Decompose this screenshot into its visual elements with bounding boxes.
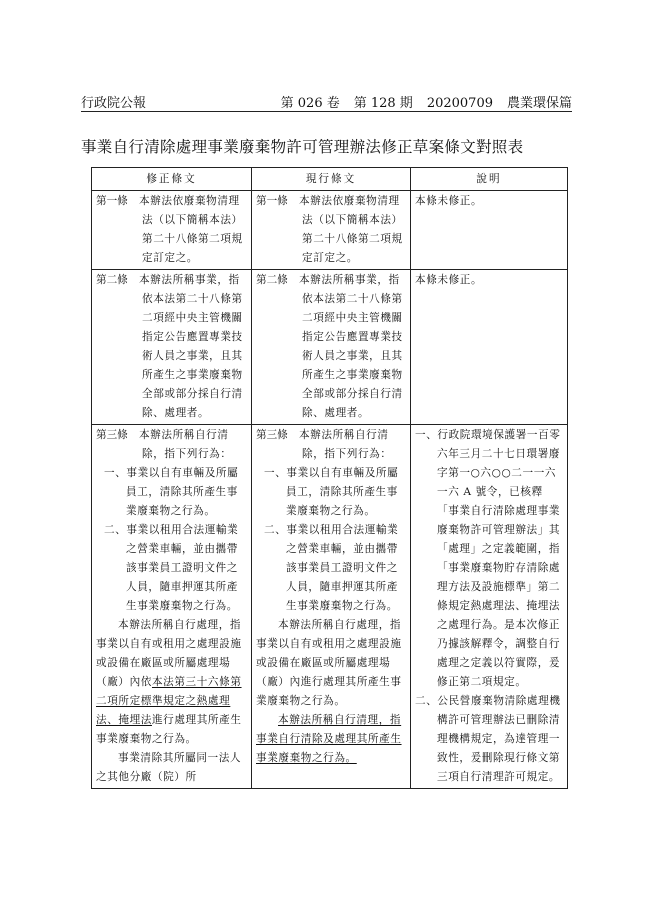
article-number: 第三條 <box>96 429 128 441</box>
amended-cell <box>92 191 252 270</box>
notes-cell <box>411 425 568 789</box>
issue-date: 20200709 <box>426 96 493 111</box>
article-text <box>256 192 407 268</box>
note-item: 一、行政院環境保護署一百零六年三月二十七日環署廢字第一○六○○二一一六一六 A 號令，已核釋「事業自行清除處理事業廢棄物許可管理辦法」其「處理」之定義範圍，指「事業廢棄物貯存清除處理方法及設施標準」第二條規定熱處理法、掩埋法之處理行為。是本次修正乃據該解釋令，調整自行處理之定義以符實際，爰修正第二項規定。 <box>415 429 561 688</box>
table-header-row <box>92 168 568 191</box>
paragraph-text: 進行處理其所產生事業廢棄物之行為。 <box>96 714 242 745</box>
note-text: 本條未修正。 <box>415 274 483 286</box>
list-item: 一、事業以自有車輛及所屬員工，清除其所產生事業廢棄物之行為。 <box>264 467 399 517</box>
article-body: 本辦法依廢棄物清理法（以下簡稱本法）第二十八條第二項規定訂定之。 <box>138 195 243 264</box>
current-cell <box>252 425 411 789</box>
table-row <box>92 270 568 425</box>
comparison-table <box>91 167 568 789</box>
document-title: 事業自行清除處理事業廢棄物許可管理辦法修正草案條文對照表 <box>81 138 524 156</box>
list-item: 二、事業以租用合法運輸業之營業車輛，並由攜帶該事業員工證明文件之人員，隨車押運其所產生事業廢棄物之行為。 <box>104 524 239 612</box>
article-body: 本辦法所稱事業，指依本法第二十八條第二項經中央主管機關指定公告應置專業技術人員之事業，且其所產生之事業廢棄物全部或部分採自行清除、處理者。 <box>298 274 403 419</box>
header-divider <box>81 111 572 112</box>
column-header-notes: 說明 <box>411 168 568 191</box>
column-header-current: 現行條文 <box>252 168 411 191</box>
paragraph <box>256 711 407 768</box>
paragraph <box>96 616 248 749</box>
note-item: 二、公民營廢棄物清除處理機構許可管理辦法已刪除清理機構規定，為達管理一致性，爰刪除現行條文第三項自行清理許可規定。 <box>415 695 561 783</box>
current-cell <box>252 191 411 270</box>
paragraph: 本辦法所稱自行處理，指事業以自有或租用之處理設施或設備在廠區或所屬處理場（廠）內進行處理其所產生事業廢棄物之行為。 <box>256 619 402 707</box>
section-name: 農業環保篇 <box>506 96 572 111</box>
amended-text: 本法第三十六條第二項所定標準規定之熱處理法、掩埋法 <box>96 676 242 726</box>
list-item: 一、事業以自有車輛及所屬員工，清除其所產生事業廢棄物之行為。 <box>104 467 239 517</box>
article-body: 本辦法所稱自行清除，指下列行為： <box>298 429 392 460</box>
article-body: 本辦法依廢棄物清理法（以下簡稱本法）第二十八條第二項規定訂定之。 <box>298 195 403 264</box>
issue-info <box>267 92 572 111</box>
article-text <box>96 426 248 464</box>
note-text: 本條未修正。 <box>415 195 483 207</box>
article-number: 第三條 <box>256 429 288 441</box>
article-text <box>96 192 248 268</box>
amended-cell <box>92 270 252 425</box>
amended-cell <box>92 425 252 789</box>
article-number: 第一條 <box>256 195 288 207</box>
paragraph: 事業清除其所屬同一法人之其他分廠（院）所 <box>96 752 242 783</box>
deleted-text: 本辦法所稱自行清理，指事業自行清除及處理其所產生事業廢棄物之行為。 <box>256 714 402 764</box>
notes-cell <box>411 270 568 425</box>
notes-cell <box>411 191 568 270</box>
table-row <box>92 425 568 789</box>
article-number: 第一條 <box>96 195 128 207</box>
volume-number: 第 026 卷 <box>280 96 340 111</box>
issue-number: 第 128 期 <box>353 96 413 111</box>
current-cell <box>252 270 411 425</box>
column-header-amended: 修正條文 <box>92 168 252 191</box>
article-text <box>256 426 407 464</box>
table-row <box>92 191 568 270</box>
article-body: 本辦法所稱事業，指依本法第二十八條第二項經中央主管機關指定公告應置專業技術人員之事業，且其所產生之事業廢棄物全部或部分採自行清除、處理者。 <box>138 274 243 419</box>
list-item: 二、事業以租用合法運輸業之營業車輛，並由攜帶該事業員工證明文件之人員，隨車押運其所產生事業廢棄物之行為。 <box>264 524 399 612</box>
paragraph-text: 本辦法所稱自行處理，指事業以自有或租用之處理設施或設備在廠區或所屬處理場（廠）內依 <box>96 619 242 688</box>
gazette-name: 行政院公報 <box>81 96 147 111</box>
article-text <box>256 271 407 423</box>
article-text <box>96 271 248 423</box>
article-number: 第二條 <box>256 274 288 286</box>
article-number: 第二條 <box>96 274 128 286</box>
article-body: 本辦法所稱自行清除，指下列行為： <box>138 429 232 460</box>
